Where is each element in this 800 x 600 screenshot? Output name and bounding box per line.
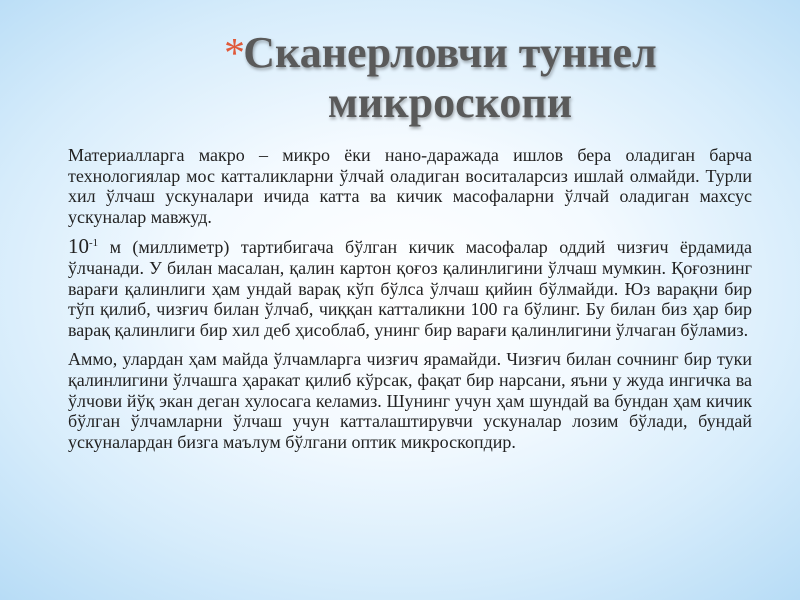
title-bullet-star: * xyxy=(224,31,245,77)
title-line-1: Сканерловчи туннел xyxy=(243,28,657,77)
title-line-2: микроскопи xyxy=(327,78,573,127)
paragraph-2-base: 10 xyxy=(68,234,89,259)
paragraph-3: Аммо, улардан ҳам майда ўлчамларга чизғич ярамайди. Чизғич билан сочнинг бир туки қалинлигини ўлчашга ҳаракат қилиб кўрсак, фақат бир нарсани, яъни у жуда ингичка ва ўлчови йўқ экан деган хулосага келамиз. Шунинг учун ҳам шундай ва бундан ҳам кичик бўлган ўлчамларни ўлчаш учун катталаштирувчи ускуналар лозим бўлади, бундай ускуналардан бизга маълум бўлгани оптик микроскопдир. xyxy=(68,349,752,452)
paragraph-2-text: м (миллиметр) тартибигача бўлган кичик масофалар оддий чизғич ёрдамида ўлчанади. У билан масалан, қалин картон қоғоз қалинлигини ўлчаш мумкин. Қоғознинг варағи қалинлиги ҳам ундай варақ кўп бўлса ўлчаш қийин бўлмайди. Юз варақни бир тўп қилиб, чизғич билан ўлчаб, чиққан катталикни 100 га бўлинг. Бу билан биз ҳар бир варақ қалинлиги бир хил деб ҳисоблаб, унинг бир варағи қалинлигини ўлчаган бўламиз. xyxy=(68,237,752,340)
paragraph-2 xyxy=(68,236,752,340)
paragraph-1: Материалларга макро – микро ёки нано-даражада ишлов бера оладиган барча технологиялар мос катталикларни ўлчай оладиган воситаларсиз ишлай олмайди. Турли хил ўлчаш ускуналари ичида катта ва кичик масофаларни ўлчай оладиган махсус ускуналар мавжуд. xyxy=(68,145,752,227)
slide-title xyxy=(170,28,730,128)
slide-body xyxy=(68,145,752,461)
paragraph-2-exponent: -1 xyxy=(89,237,99,250)
